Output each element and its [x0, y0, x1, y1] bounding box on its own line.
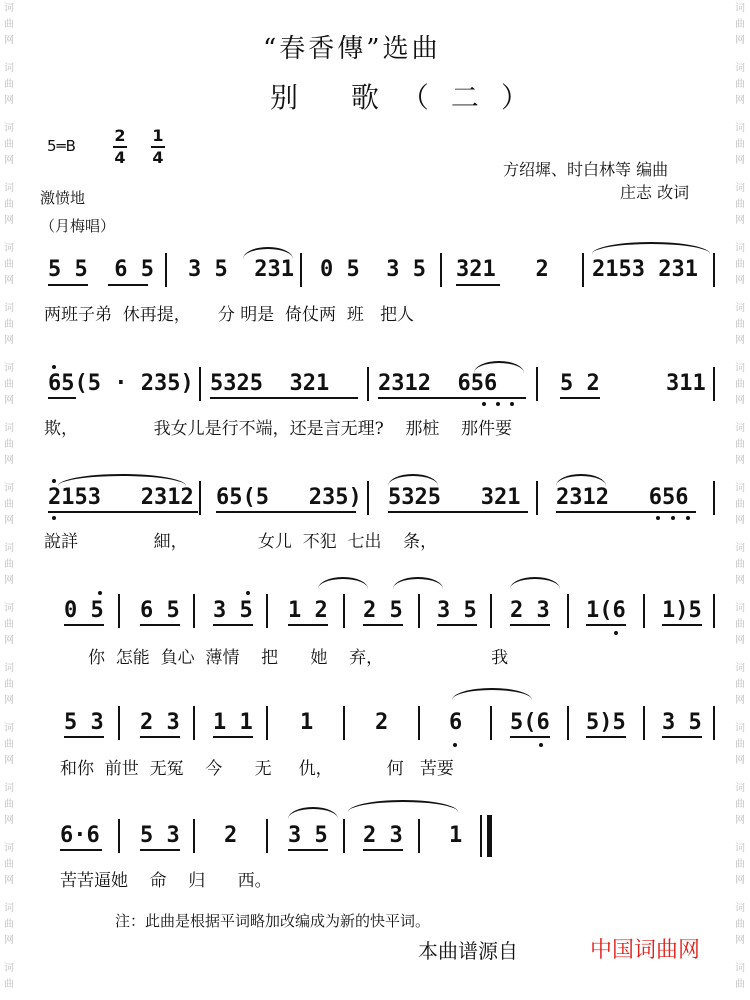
barline [266, 819, 268, 853]
watermark-char: 曲 [735, 379, 745, 390]
watermark-char: 词 [735, 963, 745, 974]
measure-6-2: 5 3 [140, 823, 180, 848]
watermark-char: 曲 [4, 679, 14, 690]
watermark-char: 网 [4, 155, 14, 166]
underline [560, 397, 600, 399]
underline [388, 511, 528, 513]
watermark-char: 词 [4, 543, 14, 554]
barline [536, 481, 538, 515]
barline [300, 253, 302, 287]
barline [199, 367, 201, 401]
measure-2-1: 65(5 · 235) [48, 371, 194, 396]
underline [48, 511, 198, 513]
watermark-char: 曲 [735, 619, 745, 630]
barline [713, 481, 715, 515]
barline [193, 594, 195, 628]
watermark-char: 曲 [4, 19, 14, 30]
watermark-char: 词 [4, 3, 14, 14]
watermark-char: 网 [4, 635, 14, 646]
watermark-char: 曲 [4, 199, 14, 210]
watermark-char: 曲 [4, 559, 14, 570]
watermark-char: 词 [735, 63, 745, 74]
watermark-char: 曲 [735, 79, 745, 90]
watermark-char: 网 [735, 515, 745, 526]
watermark-char: 网 [735, 875, 745, 886]
barline [490, 594, 492, 628]
watermark-char: 词 [735, 903, 745, 914]
watermark-char: 曲 [4, 799, 14, 810]
watermark-char: 词 [4, 963, 14, 974]
measure-2-3: 2312 656 [378, 371, 498, 396]
octave-dot [510, 402, 514, 406]
octave-dot [246, 591, 250, 595]
watermark-char: 网 [735, 695, 745, 706]
measure-3-2: 65(5 235) [216, 485, 362, 510]
watermark-char: 词 [735, 423, 745, 434]
measure-2-2: 5325 321 [210, 371, 330, 396]
watermark-char: 词 [735, 843, 745, 854]
footnote: 注：此曲是根据平词略加改编成为新的快平词。 [115, 912, 431, 930]
watermark-char: 网 [735, 35, 745, 46]
underline [288, 624, 328, 626]
watermark-char: 曲 [735, 499, 745, 510]
measure-4-4: 1 2 [288, 598, 328, 623]
barline [118, 706, 120, 740]
octave-dot [52, 479, 56, 483]
watermark-char: 曲 [735, 919, 745, 930]
watermark-char: 词 [735, 783, 745, 794]
singer-marking: （月梅唱） [40, 217, 116, 235]
measure-1-1: 5 5 6 5 [48, 257, 154, 282]
watermark-char: 词 [735, 243, 745, 254]
time-signature-1-numerator: 2 [114, 126, 126, 145]
watermark-char: 网 [4, 95, 14, 106]
underline [586, 736, 626, 738]
slur [243, 247, 293, 259]
measure-3-3: 5325 321 [388, 485, 521, 510]
watermark-char: 网 [4, 815, 14, 826]
source-label: 本曲谱源自 [418, 939, 518, 963]
watermark-char: 网 [735, 215, 745, 226]
measure-6-4: 3 5 [288, 823, 328, 848]
tempo-marking: 激愤地 [40, 189, 86, 207]
measure-1-2: 3 5 231 [188, 257, 294, 282]
watermark-char: 网 [735, 95, 745, 106]
slur [510, 577, 560, 589]
slur [58, 474, 186, 486]
underline [378, 397, 526, 399]
octave-dot [52, 516, 56, 520]
watermark-char: 网 [735, 335, 745, 346]
measure-3-4: 2312 656 [556, 485, 689, 510]
watermark-char: 曲 [735, 559, 745, 570]
key-signature: 5═B [47, 137, 76, 155]
underline [140, 624, 180, 626]
composer-credit: 方绍墀、时白林等 编曲 [503, 160, 669, 179]
watermark-char: 网 [4, 935, 14, 946]
watermark-char: 网 [4, 35, 14, 46]
underline [437, 624, 477, 626]
slur [318, 577, 368, 589]
watermark-char: 曲 [735, 439, 745, 450]
watermark-char: 词 [4, 483, 14, 494]
watermark-char: 曲 [4, 919, 14, 930]
watermark-char: 词 [735, 603, 745, 614]
underline [64, 624, 104, 626]
measure-1-3: 0 5 3 5 [320, 257, 426, 282]
watermark-char: 曲 [735, 799, 745, 810]
watermark-char: 词 [735, 363, 745, 374]
measure-5-2: 2 3 [140, 710, 180, 735]
watermark-char: 曲 [4, 859, 14, 870]
watermark-char: 曲 [735, 679, 745, 690]
watermark-char: 网 [4, 395, 14, 406]
watermark-char: 网 [735, 815, 745, 826]
watermark-char: 网 [4, 695, 14, 706]
barline [713, 706, 715, 740]
watermark-char: 曲 [4, 979, 14, 990]
barline [118, 594, 120, 628]
watermark-char: 网 [4, 875, 14, 886]
slur [288, 807, 338, 819]
barline [418, 594, 420, 628]
underline [456, 284, 500, 286]
watermark-char: 曲 [4, 499, 14, 510]
barline [643, 706, 645, 740]
watermark-char: 曲 [4, 259, 14, 270]
barline [266, 594, 268, 628]
measure-5-6: 6 [449, 710, 463, 735]
watermark-char: 词 [735, 303, 745, 314]
watermark-char: 词 [4, 843, 14, 854]
underline [363, 624, 403, 626]
barline [266, 706, 268, 740]
barline [567, 594, 569, 628]
octave-dot [482, 402, 486, 406]
watermark-char: 词 [4, 243, 14, 254]
octave-dot [539, 743, 543, 747]
underline [216, 511, 356, 513]
watermark-char: 词 [735, 663, 745, 674]
measure-1-5: 2153 231 [592, 257, 698, 282]
measure-3-1: 2153 2312 [48, 485, 194, 510]
source-site-link[interactable]: 中国词曲网 [590, 938, 701, 963]
underline [108, 284, 148, 286]
measure-6-1: 6·6 [60, 823, 100, 848]
underline [64, 736, 104, 738]
underline [48, 284, 88, 286]
watermark-char: 曲 [735, 19, 745, 30]
slur [556, 474, 606, 486]
watermark-char: 词 [4, 363, 14, 374]
barline [713, 253, 715, 287]
barline [367, 367, 369, 401]
watermark-char: 网 [735, 455, 745, 466]
measure-5-1: 5 3 [64, 710, 104, 735]
measure-2-4: 5 2 311 [560, 371, 706, 396]
octave-dot [453, 743, 457, 747]
watermark-char: 曲 [735, 139, 745, 150]
measure-4-7: 2 3 [510, 598, 550, 623]
slur [393, 577, 443, 589]
barline [536, 367, 538, 401]
watermark-char: 曲 [4, 79, 14, 90]
underline [510, 624, 550, 626]
watermark-char: 词 [735, 543, 745, 554]
barline [343, 594, 345, 628]
watermark-char: 曲 [4, 619, 14, 630]
page-subtitle: 别 歌（二） [270, 81, 551, 114]
lyrics-row-3: 說詳 細， 女儿 不犯 七出 条， [44, 532, 438, 552]
watermark-right [733, 0, 747, 1000]
underline [363, 849, 403, 851]
underline [210, 397, 358, 399]
time-signature-2-denominator: 4 [152, 148, 164, 167]
watermark-char: 词 [4, 723, 14, 734]
barline [440, 253, 442, 287]
underline [662, 736, 702, 738]
watermark-char: 词 [735, 123, 745, 134]
watermark-char: 词 [735, 483, 745, 494]
underline [140, 849, 180, 851]
watermark-char: 曲 [735, 979, 745, 990]
watermark-char: 词 [4, 903, 14, 914]
watermark-char: 词 [735, 723, 745, 734]
octave-dot [496, 402, 500, 406]
watermark-char: 网 [735, 635, 745, 646]
watermark-char: 词 [4, 663, 14, 674]
watermark-char: 词 [4, 603, 14, 614]
slur [474, 361, 524, 373]
measure-5-4: 1 [300, 710, 314, 735]
slur [452, 688, 532, 700]
watermark-char: 词 [4, 183, 14, 194]
lyrics-row-4: 你 怎能 負心 薄情 把 她 弃， 我 [88, 648, 509, 668]
watermark-char: 网 [4, 755, 14, 766]
watermark-char: 曲 [4, 379, 14, 390]
octave-dot [52, 365, 56, 369]
barline [199, 481, 201, 515]
barline [713, 367, 715, 401]
watermark-char: 词 [4, 423, 14, 434]
measure-4-6: 3 5 [437, 598, 477, 623]
measure-1-4: 321 2 [456, 257, 549, 282]
watermark-char: 词 [4, 783, 14, 794]
watermark-char: 词 [4, 63, 14, 74]
measure-4-8: 1(6 [586, 598, 626, 623]
lyrics-row-1: 两班子弟 休再提， 分 明是 倚仗两 班 把人 [44, 305, 415, 325]
watermark-char: 曲 [735, 859, 745, 870]
watermark-char: 词 [4, 303, 14, 314]
barline [643, 594, 645, 628]
barline [582, 253, 584, 287]
watermark-char: 网 [735, 275, 745, 286]
measure-4-5: 2 5 [363, 598, 403, 623]
watermark-char: 网 [735, 575, 745, 586]
measure-5-7: 5(6 [510, 710, 550, 735]
underline [288, 849, 328, 851]
watermark-char: 曲 [735, 259, 745, 270]
watermark-char: 曲 [735, 199, 745, 210]
watermark-char: 曲 [735, 739, 745, 750]
barline [118, 819, 120, 853]
barline [193, 819, 195, 853]
lyrics-row-5: 和你 前世 无冤 今 无 仇， 何 苦要 [60, 759, 454, 779]
measure-4-1: 0 5 [64, 598, 104, 623]
barline [490, 706, 492, 740]
barline [418, 706, 420, 740]
watermark-char: 网 [735, 395, 745, 406]
page-title: “春香傳”选曲 [263, 34, 441, 64]
barline [367, 481, 369, 515]
octave-dot [614, 631, 618, 635]
watermark-char: 曲 [4, 439, 14, 450]
slur [348, 800, 458, 812]
barline [343, 819, 345, 853]
octave-dot [656, 516, 660, 520]
final-barline-thin [480, 815, 482, 857]
underline [213, 624, 253, 626]
underline [140, 736, 180, 738]
barline [567, 706, 569, 740]
measure-5-3: 1 1 [213, 710, 253, 735]
watermark-char: 曲 [4, 139, 14, 150]
measure-4-9: 1)5 [662, 598, 702, 623]
watermark-char: 网 [735, 155, 745, 166]
watermark-char: 网 [4, 275, 14, 286]
watermark-char: 网 [4, 515, 14, 526]
measure-5-8: 5)5 [586, 710, 626, 735]
measure-4-3: 3 5 [213, 598, 253, 623]
measure-6-6: 1 [449, 823, 463, 848]
slur [592, 242, 710, 254]
watermark-char: 词 [735, 3, 745, 14]
time-signature-2-numerator: 1 [152, 126, 164, 145]
time-signature-1-denominator: 4 [114, 148, 126, 167]
watermark-char: 词 [735, 183, 745, 194]
underline [586, 624, 626, 626]
measure-5-5: 2 [375, 710, 389, 735]
underline [662, 624, 702, 626]
barline [713, 594, 715, 628]
watermark-char: 曲 [4, 739, 14, 750]
watermark-char: 网 [735, 755, 745, 766]
watermark-char: 曲 [4, 319, 14, 330]
lyrics-row-6: 苦苦逼她 命 归 西。 [60, 871, 272, 891]
underline [213, 736, 253, 738]
watermark-char: 网 [4, 455, 14, 466]
octave-dot [686, 516, 690, 520]
underline [556, 511, 696, 513]
watermark-char: 网 [4, 575, 14, 586]
barline [343, 706, 345, 740]
measure-6-3: 2 [224, 823, 238, 848]
barline [418, 819, 420, 853]
watermark-char: 网 [4, 215, 14, 226]
final-barline-thick [487, 815, 492, 857]
lyricist-credit: 庄志 改词 [620, 183, 690, 202]
watermark-left [2, 0, 16, 1000]
measure-5-9: 3 5 [662, 710, 702, 735]
octave-dot [671, 516, 675, 520]
underline [60, 849, 102, 851]
measure-6-5: 2 3 [363, 823, 403, 848]
octave-dot [98, 591, 102, 595]
underline [510, 736, 550, 738]
watermark-char: 曲 [735, 319, 745, 330]
underline [48, 397, 76, 399]
slur [388, 474, 438, 486]
lyrics-row-2: 欺， 我女儿是行不端，还是言无理? 那桩 那件要 [44, 419, 512, 439]
watermark-char: 网 [4, 335, 14, 346]
barline [165, 253, 167, 287]
barline [193, 706, 195, 740]
watermark-char: 网 [735, 935, 745, 946]
measure-4-2: 6 5 [140, 598, 180, 623]
watermark-char: 词 [4, 123, 14, 134]
